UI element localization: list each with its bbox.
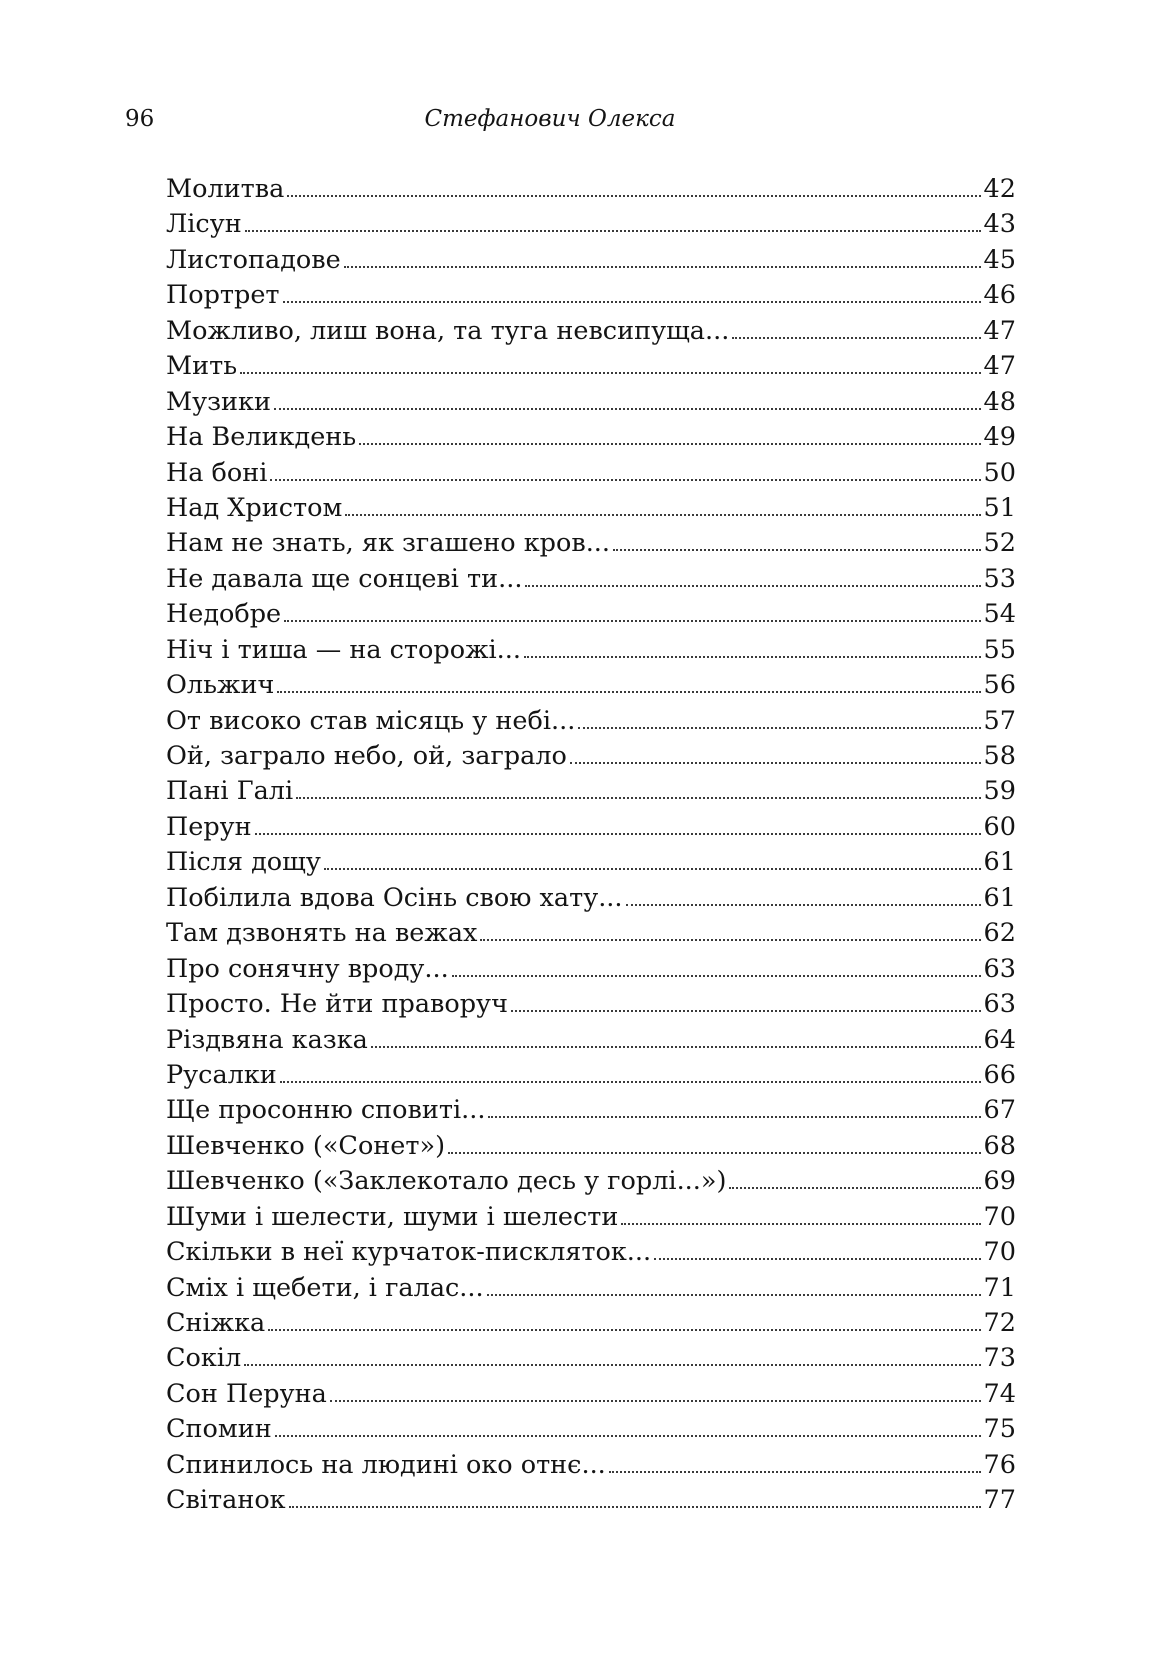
toc-entry [166,385,1016,420]
toc-entry-title: Молитва [166,174,285,204]
toc-entry [166,1129,1016,1164]
toc-entry [166,668,1016,703]
toc-entry-page: 53 [983,563,1016,594]
dot-leader [488,1116,980,1118]
toc-entry-page: 70 [983,1237,1016,1268]
dot-leader [289,1506,981,1508]
dot-leader [487,1294,981,1296]
toc-entry-page: 74 [983,1378,1016,1409]
toc-entry [166,243,1016,278]
toc-entry-title: Різдвяна казка [166,1024,368,1055]
toc-entry-title: На боні [166,457,268,488]
toc-entry-page: 54 [983,599,1016,630]
toc-entry [166,172,1016,207]
toc-entry-title: Шевченко («Заклекотало десь у горлі...») [166,1166,727,1197]
toc-entry-page: 63 [983,989,1016,1020]
toc-entry [166,420,1016,455]
toc-entry [166,1235,1016,1270]
toc-entry [166,881,1016,916]
dot-leader [729,1187,980,1189]
toc-entry-page: 57 [983,705,1016,736]
toc-entry-title: Ой, заграло небо, ой, заграло [166,741,567,771]
toc-entry-page: 71 [983,1272,1016,1303]
toc-entry [166,987,1016,1022]
toc-entry-page: 64 [983,1024,1016,1055]
toc-entry-title: Сміх і щебети, і галас... [166,1272,484,1303]
dot-leader [345,514,980,516]
toc-entry-title: Музики [166,386,271,417]
dot-leader [609,1471,981,1473]
toc-entry [166,633,1016,668]
toc-entry-page: 75 [983,1414,1016,1445]
dot-leader [287,195,980,197]
toc-entry-title: Світанок [166,1485,286,1516]
toc-entry [166,952,1016,987]
toc-entry-page: 49 [983,422,1016,453]
toc-entry-page: 72 [983,1308,1016,1338]
dot-leader [570,762,981,764]
toc-entry [166,526,1016,561]
toc-entry-title: Недобре [166,599,282,630]
running-head: Стефанович Олекса [424,106,676,132]
toc-entry-page: 52 [983,528,1016,559]
dot-leader [525,585,980,587]
toc-entry-page: 47 [983,351,1016,382]
toc-entry-page: 46 [983,280,1016,311]
toc-entry-page: 51 [983,492,1016,523]
toc-entry-title: Над Христом [166,492,343,523]
dot-leader [277,691,980,693]
dot-leader [524,656,981,658]
dot-leader [296,797,980,799]
toc-entry-title: Про сонячну вроду... [166,953,449,984]
toc-entry-title: Пані Галі [166,776,294,807]
toc-entry-page: 59 [983,776,1016,807]
page-number: 96 [125,106,155,132]
toc-entry-title: Просто. Не йти праворуч [166,989,508,1020]
toc-entry [166,1483,1016,1518]
dot-leader [626,904,981,906]
dot-leader [275,1435,981,1437]
dot-leader [284,620,980,622]
toc-entry-page: 76 [983,1449,1016,1480]
toc-entry [166,1058,1016,1093]
toc-entry [166,810,1016,845]
dot-leader [654,1258,980,1260]
toc-entry-page: 68 [983,1130,1016,1161]
table-of-contents [166,172,1016,1519]
dot-leader [240,372,980,374]
dot-leader [732,337,980,339]
dot-leader [344,266,981,268]
dot-leader [578,727,980,729]
toc-entry [166,1023,1016,1058]
toc-entry [166,1341,1016,1376]
toc-entry-title: Ще просонню сповиті... [166,1095,486,1126]
dot-leader [270,479,980,481]
toc-entry [166,1377,1016,1412]
dot-leader [330,1400,981,1402]
toc-entry [166,349,1016,384]
dot-leader [621,1223,980,1225]
dot-leader [448,1152,981,1154]
toc-entry-title: Не давала ще сонцеві ти... [166,563,523,594]
toc-entry-title: Побілила вдова Осінь свою хату... [166,882,623,913]
toc-entry-title: Можливо, лиш вона, та туга невсипуща... [166,315,730,346]
toc-entry-title: От високо став місяць у небі... [166,705,576,736]
toc-entry [166,597,1016,632]
dot-leader [268,1329,980,1331]
toc-entry [166,1448,1016,1483]
dot-leader [245,230,981,232]
toc-entry [166,278,1016,313]
toc-entry-title: Сон Перуна [166,1378,327,1409]
toc-entry-title: Мить [166,351,238,382]
dot-leader [359,443,980,445]
toc-entry-page: 66 [983,1059,1016,1090]
toc-entry [166,1271,1016,1306]
dot-leader [244,1364,980,1366]
toc-entry-page: 55 [983,634,1016,665]
toc-entry [166,1164,1016,1199]
dot-leader [613,549,981,551]
toc-entry-page: 58 [983,741,1016,771]
toc-entry [166,456,1016,491]
toc-entry-page: 45 [983,244,1016,275]
toc-entry-title: Сокіл [166,1343,242,1374]
dot-leader [255,833,981,835]
toc-entry-page: 60 [983,811,1016,842]
toc-entry-page: 43 [983,209,1016,240]
dot-leader [452,975,981,977]
toc-entry-title: Лісун [166,209,242,240]
toc-entry-title: Шевченко («Сонет») [166,1130,446,1161]
toc-entry-title: Портрет [166,280,280,311]
toc-entry [166,774,1016,809]
toc-entry-title: Ніч і тиша — на сторожі... [166,634,521,665]
toc-entry-title: Сніжка [166,1308,266,1338]
toc-entry-title: Скільки в неї курчаток-пискляток... [166,1237,652,1268]
toc-entry-page: 48 [983,386,1016,417]
dot-leader [274,408,981,410]
dot-leader [280,1081,981,1083]
toc-entry [166,739,1016,774]
toc-entry-page: 56 [983,670,1016,701]
toc-entry-page: 70 [983,1201,1016,1232]
toc-entry [166,845,1016,880]
toc-entry [166,562,1016,597]
dot-leader [371,1046,981,1048]
toc-entry-title: Спинилось на людині око отнє... [166,1449,606,1480]
toc-entry [166,1093,1016,1128]
toc-entry [166,1412,1016,1447]
dot-leader [283,301,981,303]
toc-entry-title: Перун [166,811,252,842]
toc-entry [166,1200,1016,1235]
toc-entry-page: 77 [983,1485,1016,1516]
toc-entry-page: 50 [983,457,1016,488]
toc-entry-title: Спомин [166,1414,272,1445]
dot-leader [480,939,980,941]
toc-entry [166,491,1016,526]
toc-entry-title: Там дзвонять на вежах [166,918,478,949]
toc-entry-page: 73 [983,1343,1016,1374]
dot-leader [511,1010,981,1012]
toc-entry [166,314,1016,349]
toc-entry-page: 61 [983,882,1016,913]
toc-entry-page: 69 [983,1166,1016,1197]
toc-entry-title: Листопадове [166,244,341,275]
toc-entry-title: Русалки [166,1059,277,1090]
toc-entry-page: 47 [983,315,1016,346]
toc-entry [166,207,1016,242]
toc-entry-title: Нам не знать, як згашено кров... [166,528,611,559]
toc-entry-page: 63 [983,953,1016,984]
toc-entry-title: Шуми і шелести, шуми і шелести [166,1201,619,1232]
toc-entry-title: Після дощу [166,847,321,878]
dot-leader [324,868,981,870]
toc-entry-title: На Великдень [166,422,357,453]
toc-entry [166,704,1016,739]
toc-entry-page: 62 [983,918,1016,949]
toc-entry-page: 61 [983,847,1016,878]
toc-entry [166,1306,1016,1341]
toc-entry-page: 67 [983,1095,1016,1126]
toc-entry-page: 42 [983,174,1016,204]
toc-entry [166,916,1016,951]
toc-entry-title: Ольжич [166,670,275,701]
